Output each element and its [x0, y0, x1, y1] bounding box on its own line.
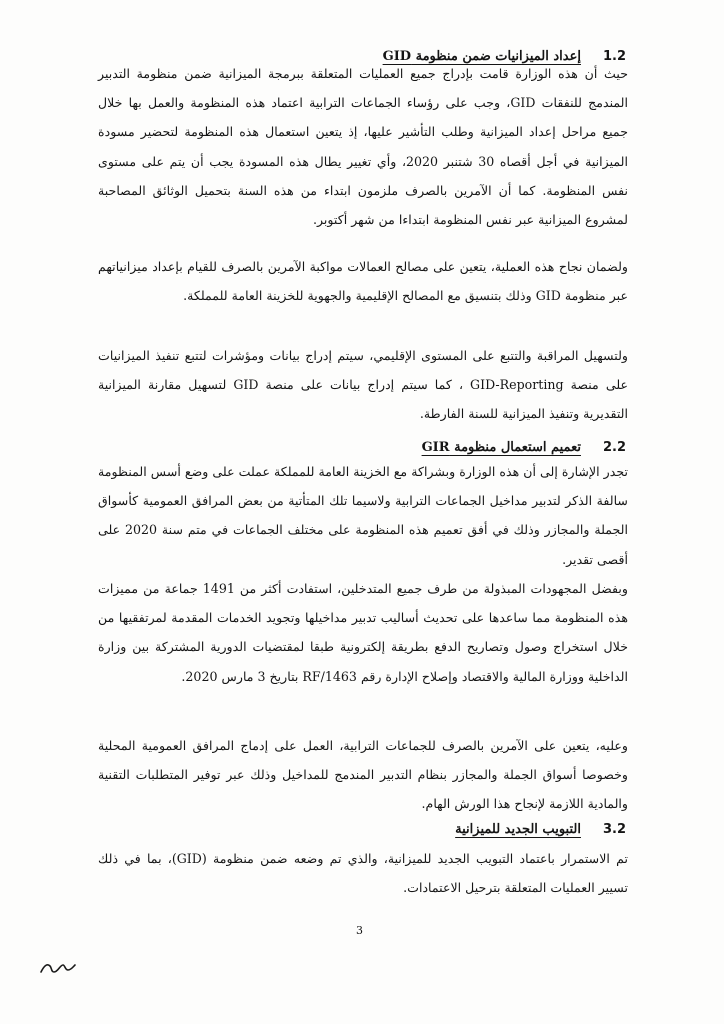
paragraph: وعليه، يتعين على الآمرين بالصرف للجماعات الترابية، العمل على إدماج المرافق العمومية المحلية وخصوصا أسواق الجملة والمجازر بنظام التدبير المندمج للمداخيل وذلك عبر توفير المتطلبات التقنية والمادية اللازمة لإنجاح هذا الورش الهام. [98, 738, 628, 812]
paragraph: ولتسهيل المراقبة والتتبع على المستوى الإقليمي، سيتم إدراج بيانات ومؤشرات لتتبع تنفيذ الميزانيات على منصة GID-Reporting ، كما سيتم إدراج بيانات على منصة GID لتسهيل مقارنة الميزانية التقديرية وتنفيذ الميزانية للسنة الفارطة. [98, 348, 629, 422]
paragraph: ولضمان نجاح هذه العملية، يتعين على مصالح العمالات مواكبة الآمرين بالصرف للقيام بإعداد ميزانياتهم عبر منظومة GID وذلك بتنسيق مع المصالح الإقليمية والجهوية للخزينة العامة للمملكة. [98, 259, 628, 304]
section-title: التبويب الجديد للميزانية [455, 822, 581, 837]
paragraph: وبفضل المجهودات المبذولة من طرف جميع المتدخلين، استفادت أكثر من 1491 جماعة من مميزات هذه المنظومة مما ساعدها على تحديث أساليب تدبير مداخيلها وتجويد الخدمات المقدمة لمرتفقيها من خلال استخراج وصول وتصاريح الدفع بطريقة إلكترونية طبقا لمقتضيات الدورية المشتركة بين وزارة الداخلية ووزارة المالية والاقتصاد وإصلاح الإدارة رقم RF/1463 بتاريخ 3 مارس 2020. [98, 581, 628, 684]
page-number: 3 [356, 924, 363, 937]
section-number: 3.2 [602, 822, 626, 837]
section-number: 2.2 [602, 440, 626, 455]
paragraph: تم الاستمرار باعتماد التبويب الجديد للميزانية، والذي تم وضعه ضمن منظومة (GID)، بما في ذلك تسيير العمليات المتعلقة بترحيل الاعتمادات. [98, 851, 628, 896]
section-heading [455, 822, 626, 837]
section-title: تعميم استعمال منظومة GIR [421, 440, 581, 455]
section-number: 1.2 [602, 49, 626, 64]
paragraph: تجدر الإشارة إلى أن هذه الوزارة وبشراكة مع الخزينة العامة للمملكة عملت على وضع أسس المنظومة سالفة الذكر لتدبير مداخيل الجماعات الترابية ولاسيما تلك المتأتية من بعض المرافق العمومية كأسواق الجملة والمجازر وذلك في أفق تعميم هذه المنظومة على مختلف الجماعات في متم سنة 2020 على أقصى تقدير. [98, 464, 628, 567]
paragraph: حيث أن هذه الوزارة قامت بإدراج جميع العمليات المتعلقة ببرمجة الميزانية ضمن منظومة التدبير المندمج للنفقات GID، وجب على رؤساء الجماعات الترابية اعتماد هذه المنظومة والعمل بها خلال جميع مراحل إعداد الميزانية وطلب التأشير عليها، إذ يتعين استعمال هذه المنظومة لتحضير مسودة الميزانية في أجل أقصاه 30 شتنبر 2020، وأي تغيير يطال هذه المسودة يجب أن يتم على مستوى نفس المنظومة. كما أن الآمرين بالصرف ملزمون ابتداء من هذه السنة بتحميل الوثائق المصاحبة لمشروع الميزانية عبر نفس المنظومة ابتداءا من شهر أكتوبر. [98, 66, 628, 228]
section-heading [422, 440, 626, 455]
section-title: إعداد الميزانيات ضمن منظومة GID [382, 49, 581, 64]
handwritten-initial-mark [38, 956, 78, 978]
